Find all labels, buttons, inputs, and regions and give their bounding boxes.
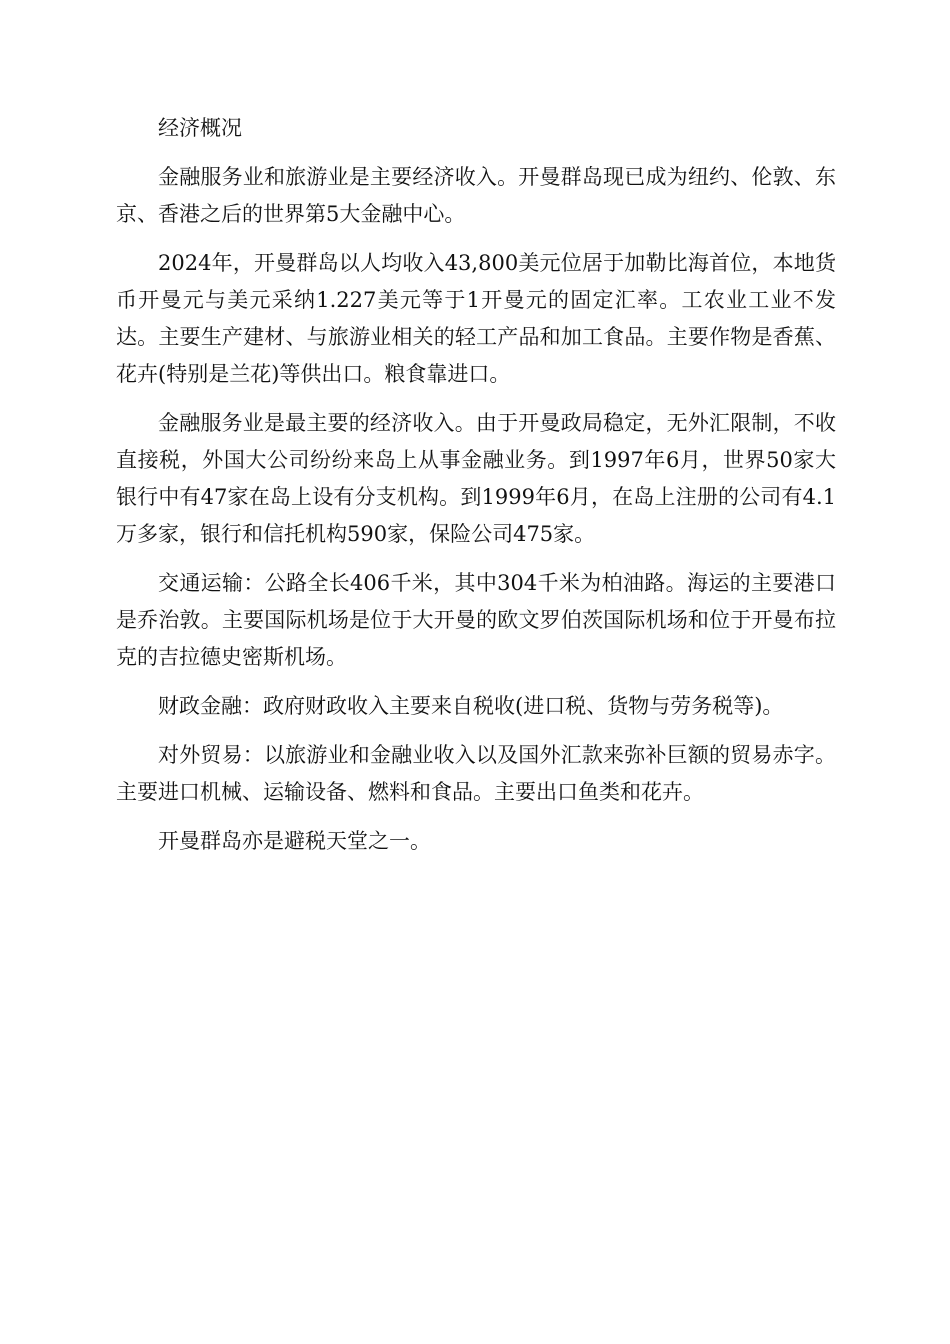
paragraph-finance-tourism: 金融服务业和旅游业是主要经济收入。开曼群岛现已成为纽约、伦敦、东京、香港之后的世界第5大金融中心。 (116, 165, 836, 226)
paragraph-income-currency: 2024年，开曼群岛以人均收入43,800美元位居于加勒比海首位，本地货币开曼元与美元采纳1.227美元等于1开曼元的固定汇率。工农业工业不发达。主要生产建材、与旅游业相关的轻工产品和加工食品。主要作物是香蕉、花卉(特别是兰花)等供出口。粮食靠进口。 (116, 251, 836, 386)
paragraph-financial-services: 金融服务业是最主要的经济收入。由于开曼政局稳定，无外汇限制，不收直接税，外国大公司纷纷来岛上从事金融业务。到1997年6月，世界50家大银行中有47家在岛上设有分支机构。到1999年6月，在岛上注册的公司有4.1万多家，银行和信托机构590家，保险公司475家。 (116, 411, 836, 546)
paragraph-public-finance: 财政金融：政府财政收入主要来自税收(进口税、货物与劳务税等)。 (158, 694, 784, 718)
section-heading: 经济概况 (158, 116, 242, 140)
paragraph-transportation: 交通运输：公路全长406千米，其中304千米为柏油路。海运的主要港口是乔治敦。主要国际机场是位于大开曼的欧文罗伯茨国际机场和位于开曼布拉克的吉拉德史密斯机场。 (116, 571, 836, 669)
document-page (116, 110, 836, 872)
paragraph-tax-haven: 开曼群岛亦是避税天堂之一。 (158, 829, 431, 853)
paragraph-foreign-trade: 对外贸易：以旅游业和金融业收入以及国外汇款来弥补巨额的贸易赤字。主要进口机械、运输设备、燃料和食品。主要出口鱼类和花卉。 (116, 743, 836, 804)
